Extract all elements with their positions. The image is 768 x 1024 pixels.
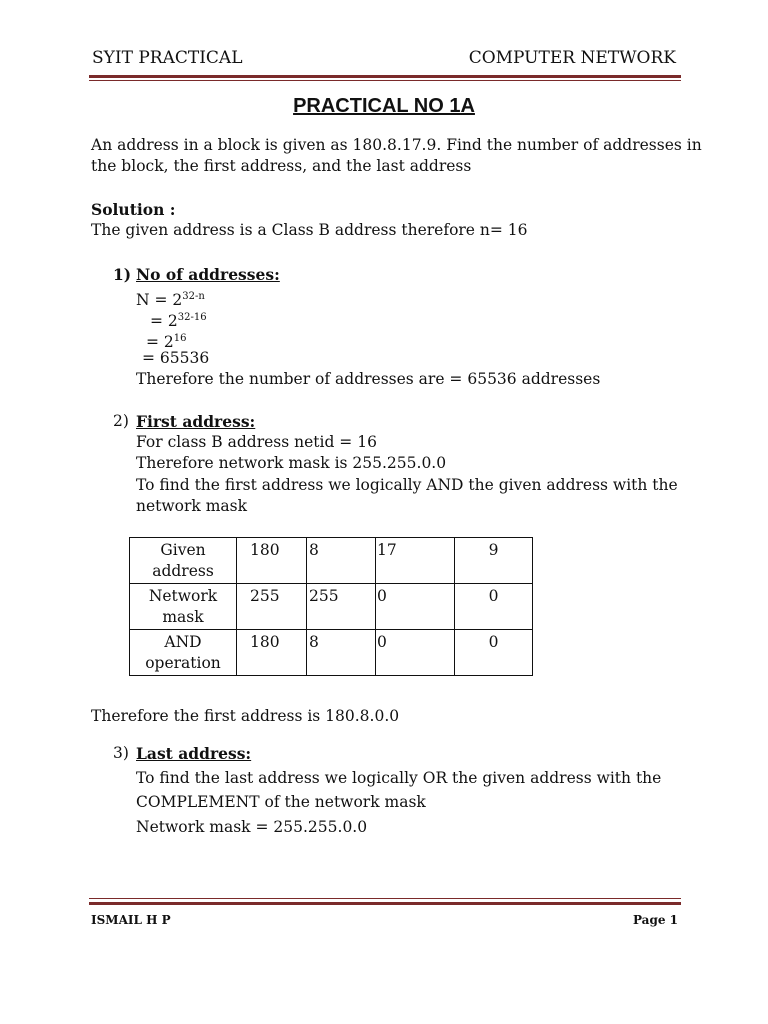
solution-intro: The given address is a Class B address therefore n= 16 [91,221,528,239]
section1-line-4: = 65536 [142,349,210,367]
footer-rule-thin [89,898,681,899]
exponent: 32-16 [177,312,207,323]
row-label: AND operation [130,630,237,676]
section1-line-5: Therefore the number of addresses are = 65536 addresses [136,370,601,388]
table-row [130,538,533,584]
section1-line-3: = $2^{16}$ [146,333,187,351]
table-cell: 0 [376,584,455,630]
table-cell: 0 [376,630,455,676]
table-cell: 8 [307,538,376,584]
section1-number: 1) [113,265,132,284]
table-cell: 0 [455,630,533,676]
section3-number: 3) [113,744,129,762]
problem-line-1: An address in a block is given as 180.8.17.9. Find the number of addresses in [91,136,702,154]
header-rule-thick [89,75,681,78]
table-row [130,630,533,676]
exponent: 32-n [182,291,205,302]
table-cell: 180 [237,538,307,584]
section2-line-3: To find the first address we logically AND the given address with the [136,476,678,494]
table-cell: 0 [455,584,533,630]
table-cell: 255 [237,584,307,630]
table-cell: 9 [455,538,533,584]
section3-line-3: Network mask = 255.255.0.0 [136,818,368,836]
and-operation-table [129,537,533,676]
exponent: 16 [173,333,187,344]
section3-line-1: To find the last address we logically OR the given address with the [136,769,662,787]
section2-heading: First address: [136,412,256,431]
page-title: PRACTICAL NO 1A [293,95,475,117]
section2-number: 2) [113,412,129,430]
section1-heading: No of addresses: [136,265,280,284]
section1-line-1: $N = 2^{32-n}$ [136,291,205,309]
first-address-result: Therefore the first address is 180.8.0.0 [91,707,400,725]
problem-line-2: the block, the first address, and the last address [91,157,472,175]
row-label: Network mask [130,584,237,630]
header-right: COMPUTER NETWORK [468,48,676,68]
table-cell: 180 [237,630,307,676]
table-cell: 8 [307,630,376,676]
solution-heading: Solution : [91,200,176,219]
section3-line-2: COMPLEMENT of the network mask [136,793,426,811]
section2-line-4: network mask [136,497,247,515]
footer-page-number: Page 1 [632,913,678,927]
section1-line-2: = $2^{32-16}$ [150,312,207,330]
header-left: SYIT PRACTICAL [92,48,243,68]
section2-line-1: For class B address netid = 16 [136,433,377,451]
section3-heading: Last address: [136,744,252,763]
footer-author: ISMAIL H P [91,913,171,927]
section2-line-2: Therefore network mask is 255.255.0.0 [136,454,447,472]
header-rule-thin [89,80,681,81]
footer-rule-thick [89,902,681,905]
table-cell: 255 [307,584,376,630]
row-label: Given address [130,538,237,584]
table-row [130,584,533,630]
table-cell: 17 [376,538,455,584]
